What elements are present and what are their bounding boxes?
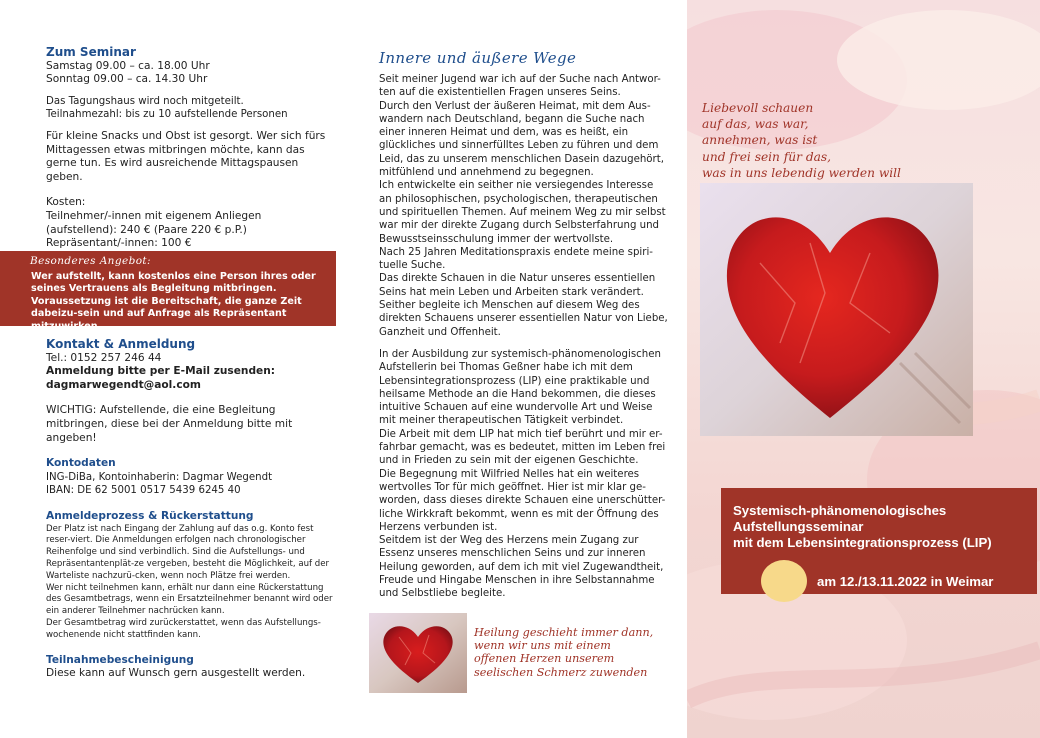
seminar-costs: Kosten: Teilnehmer/-innen mit eigenem Anliegen (aufstellend): 240 € (Paare 220 € p.P.) Repräsentant/-innen: 100 €	[46, 196, 262, 250]
healing-quote: Heilung geschieht immer dann, wenn wir uns mit einem offenen Herzen unserem seelischen Schmerz zuwenden	[474, 626, 654, 679]
process-heading: Anmeldeprozess & Rückerstattung	[46, 509, 254, 522]
seminar-heading: Zum Seminar	[46, 45, 136, 59]
bank-details: ING-DiBa, Kontoinhaberin: Dagmar Wegendt IBAN: DE 62 5001 0517 5439 6245 40	[46, 471, 273, 497]
certificate-text: Diese kann auf Wunsch gern ausgestellt werden.	[46, 667, 306, 680]
heart-main-image	[700, 183, 973, 436]
seminar-snacks: Für kleine Snacks und Obst ist gesorgt. Wer sich fürs Mittagessen etwas mitbringen möchte, kann das gerne tun. Es wird ausreichende Mittagspausen geben.	[46, 129, 326, 183]
seminar-times: Samstag 09.00 – ca. 18.00 Uhr Sonntag 09.00 – ca. 14.30 Uhr	[46, 59, 210, 86]
story-section	[379, 49, 669, 601]
contact-email[interactable]: dagmarwegendt@aol.com	[46, 378, 201, 391]
certificate-heading: Teilnahmebescheinigung	[46, 653, 194, 666]
story-heading: Innere und äußere Wege	[379, 49, 577, 67]
contact-note: WICHTIG: Aufstellende, die eine Begleitung mitbringen, diese bei der Anmeldung bitte mit angeben!	[46, 404, 293, 444]
seminar-section	[46, 46, 336, 251]
banner-title: Systemisch-phänomenologisches Aufstellungsseminar mit dem Lebensintegrationsprozess (LIP)	[733, 503, 992, 550]
sun-circle-icon	[761, 560, 807, 602]
story-paragraph-1: Seit meiner Jugend war ich auf der Suche nach Antwor-ten auf die existentiellen Fragen unseres Seins. Durch den Verlust der äußeren Heimat, mit dem Aus-wandern nach Deutschland, begann die Suche nach einer inneren Heimat und dem, was es heißt, ein glückliches und sinnerfülltes Leben zu führen und dem Leid, das zu unserem menschlichen Dasein dazugehört, mitfühlend und annehmend zu begegnen. Ich entwickelte ein seither nie versiegendes Interesse an philosophischen, psychologischen, therapeutischen und spirituellen Themen. Auf meinem Weg zu mir selbst war mir der direkte Zugang durch Selbsterfahrung und Bewusstseinsschulung immer der wertvollste. Nach 25 Jahren Meditationspraxis endete meine spiri-tuelle Suche. Das direkte Schauen in die Natur unseres essentiellen Seins hat mein Leben und Arbeiten stark verändert. Seither begleite ich Menschen auf diesem Weg des direkten Schauens unserer essentiellen Natur von Liebe, Ganzheit und Offenheit.	[379, 74, 668, 338]
special-offer-box	[0, 251, 336, 332]
bank-heading: Kontodaten	[46, 457, 116, 470]
banner-date: am 12./13.11.2022 in Weimar	[817, 574, 994, 589]
contact-phone: Tel.: 0152 257 246 44	[46, 351, 162, 364]
cover-quote: Liebevoll schauen auf das, was war, annehmen, was ist und frei sein für das, was in uns lebendig werden will	[702, 101, 901, 180]
story-paragraph-2: In der Ausbildung zur systemisch-phänomenologischen Aufstellerin bei Thomas Geßner habe ich mit dem Lebensintegrationsprozess (LIP) eine praktikable und heilsame Methode an die Hand bekommen, die dieses intuitive Schauen auf eine wundervolle Art und Weise mit meiner therapeutischen Tätigkeit verbindet. Die Arbeit mit dem LIP hat mich tief berührt und mir er-fahrbar gemacht, was es bedeutet, mitten im Leben frei und in Frieden zu sein mit der eigenen Geschichte. Die Begegnung mit Wilfried Nelles hat ein weiteres wertvolles Tor für mich geöffnet. Hier ist mir klar ge-worden, dass dieses direkte Schauen eine unerschütter-liche Wirkkraft bekommt, wenn es mit der Öffnung des Herzens verbunden ist. Seitdem ist der Weg des Herzens mein Zugang zur Essenz unseres menschlichen Seins und zur inneren Heilung geworden, auf dem ich mit viel Zugewandtheit, Freude und Hingabe Menschen in ihre Selbstannahme und Selbstliebe begleite.	[379, 348, 666, 600]
process-text: Der Platz ist nach Eingang der Zahlung auf das o.g. Konto fest reser-viert. Die Anmeldungen erfolgen nach chronologischer Reihenfolge und sind verbindlich. Sind die Aufstellungs- und Repräsentantenplät-ze vergeben, besteht die Möglichkeit, auf der Warteliste nachzurü-cken, wenn noch Plätze frei werden. Wer nicht teilnehmen kann, erhält nur dann eine Rückerstattung des Gesamtbetrags, wenn ein Ersatzteilnehmer benannt wird oder ein anderer Teilnehmer nachrücken kann. Der Gesamtbetrag wird zurückerstattet, wenn das Aufstellungs-wochenende nicht stattfinden kann.	[46, 523, 333, 640]
contact-heading: Kontakt & Anmeldung	[46, 337, 196, 351]
seminar-venue: Das Tagungshaus wird noch mitgeteilt. Teilnahmezahl: bis zu 10 aufstellende Personen	[46, 95, 288, 121]
heart-thumbnail-image	[369, 613, 467, 693]
contact-section	[46, 338, 336, 681]
seminar-banner	[721, 488, 1037, 594]
contact-email-label: Anmeldung bitte per E-Mail zusenden:	[46, 365, 275, 378]
special-offer-title: Besonderes Angebot:	[30, 255, 151, 267]
special-offer-text: Wer aufstellt, kann kostenlos eine Person ihres oder seines Vertrauens als Begleitung mitbringen. Voraussetzung ist die Bereitschaft, die ganze Zeit dabeizu-sein und auf Anfrage als Repräsentant mitzuwirken.	[31, 271, 316, 332]
